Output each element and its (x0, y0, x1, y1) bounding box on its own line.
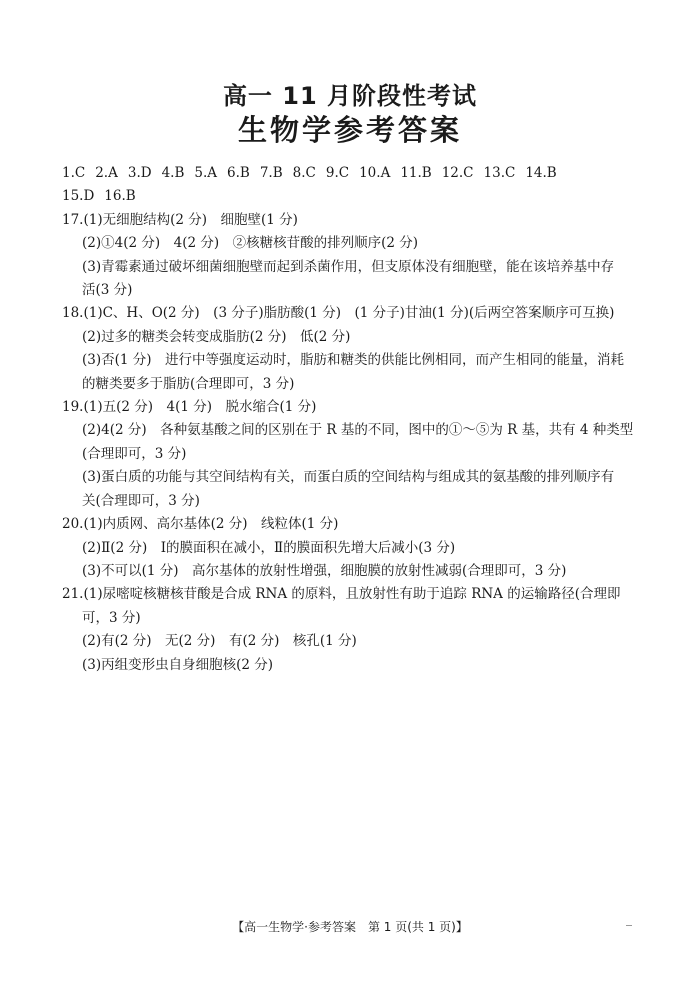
q20-part2: (2)Ⅱ(2 分) Ⅰ的膜面积在减小，Ⅱ的膜面积先增大后减小(3 分) (82, 539, 456, 556)
q21-part3: (3)丙组变形虫自身细胞核(2 分) (82, 656, 274, 673)
mc-answer: 13.C (483, 165, 516, 181)
q19-part3-cont: 关(合理即可，3 分) (82, 492, 200, 509)
mc-answer: 6.B (227, 165, 250, 181)
mc-answer: 9.C (325, 165, 350, 181)
mc-answer: 8.C (292, 165, 316, 181)
q20-part1: 20.(1)内质网、高尔基体(2 分) 线粒体(1 分) (62, 516, 339, 533)
q19-part2-cont: (合理即可，3 分) (82, 445, 187, 462)
mc-answer: 4.B (161, 165, 185, 181)
q17-part3-cont: 活(3 分) (82, 282, 133, 299)
answer-key-title: 生物学参考答案 (237, 113, 462, 147)
q18-part1: 18.(1)C、H、O(2 分) (3 分子)脂肪酸(1 分) (1 分子)甘油(1 分)(后两空答案顺序可互换) (62, 305, 615, 322)
q19-part3: (3)蛋白质的功能与其空间结构有关，而蛋白质的空间结构与组成其的氨基酸的排列顺序有 (82, 469, 615, 486)
mc-answer: 3.D (127, 165, 152, 181)
q19-part1: 19.(1)五(2 分) 4(1 分) 脱水缩合(1 分) (62, 399, 317, 416)
q21-part1: 21.(1)尿嘧啶核糖核苷酸是合成 RNA 的原料，且放射性有助于追踪 RNA 的运输路径(合理即 (62, 586, 621, 603)
mc-answer: 10.A (359, 165, 391, 181)
mc-answer: 2.A (95, 165, 118, 181)
q21-part1-cont: 可，3 分) (82, 609, 141, 626)
multiple-choice-row-1 (62, 162, 648, 185)
q17-part1: 17.(1)无细胞结构(2 分) 细胞壁(1 分) (62, 211, 298, 228)
mc-answer: 16.B (104, 188, 136, 205)
mc-answer: 1.C (62, 165, 86, 181)
q19-part2: (2)4(2 分) 各种氨基酸之间的区别在于 R 基的不同，图中的①～⑤为 R 基，共有 4 种类型 (82, 422, 634, 439)
q18-part3-cont: 的糖类要多于脂肪(合理即可，3 分) (82, 375, 295, 392)
q17-part2: (2)①4(2 分) 4(2 分) ②核糖核苷酸的排列顺序(2 分) (82, 235, 419, 252)
q20-part3: (3)不可以(1 分) 高尔基体的放射性增强，细胞膜的放射性减弱(合理即可，3 分) (82, 562, 567, 579)
mc-answer: 5.A (194, 165, 218, 181)
page-footer: 【高一生物学·参考答案 第 1 页(共 1 页)】 (232, 920, 468, 934)
mc-answer: 11.B (400, 165, 432, 181)
q21-part2: (2)有(2 分) 无(2 分) 有(2 分) 核孔(1 分) (82, 633, 357, 650)
q17-part3: (3)青霉素通过破坏细菌细胞壁而起到杀菌作用，但支原体没有细胞壁，能在该培养基中存 (82, 258, 615, 275)
multiple-choice-row-2 (62, 185, 648, 208)
corner-mark (626, 925, 632, 926)
answer-body (62, 162, 648, 677)
mc-answer: 12.C (441, 165, 474, 181)
mc-answer: 7.B (259, 165, 283, 181)
q18-part3: (3)否(1 分) 进行中等强度运动时，脂肪和糖类的供能比例相同，而产生相同的能量，消耗 (82, 352, 625, 369)
exam-title: 高一 11 月阶段性考试 (222, 82, 478, 110)
mc-answer: 15.D (62, 188, 95, 205)
mc-answer: 14.B (525, 165, 557, 181)
q18-part2: (2)过多的糖类会转变成脂肪(2 分) 低(2 分) (82, 328, 351, 345)
